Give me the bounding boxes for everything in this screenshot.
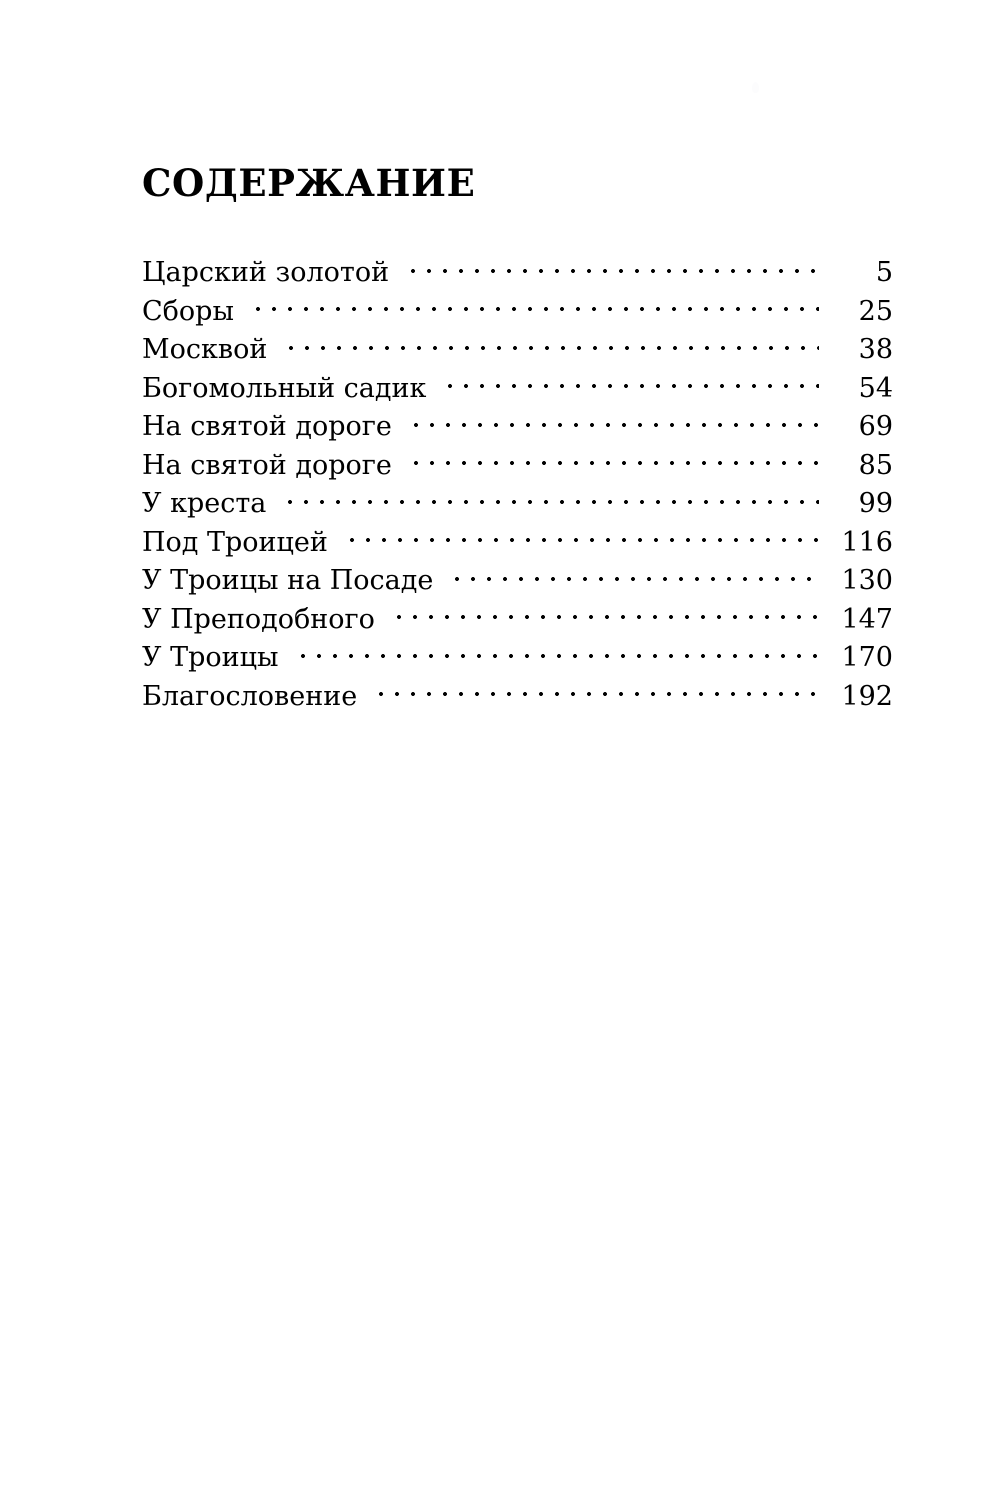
toc-entry-label: На святой дороге	[142, 411, 392, 442]
toc-dot-leader	[289, 331, 819, 358]
toc-entry-page-number: 38	[858, 334, 893, 365]
toc-entry[interactable]	[142, 254, 893, 293]
toc-entry-label: Москвой	[142, 334, 268, 365]
toc-entry-label: У Троицы на Посаде	[142, 565, 434, 596]
scan-artifact-speck	[752, 82, 759, 93]
toc-entry-label: У Преподобного	[142, 603, 375, 635]
toc-entry-label: Под Троицей	[142, 526, 328, 558]
toc-entry-page-number: 116	[841, 526, 893, 558]
toc-entry-page-number: 69	[858, 411, 893, 442]
toc-entry[interactable]	[142, 524, 893, 563]
toc-entry-page-number: 54	[858, 372, 893, 404]
toc-entry[interactable]	[142, 562, 893, 601]
toc-entry[interactable]	[142, 639, 893, 678]
toc-dot-leader	[397, 601, 819, 628]
toc-entry-label: Благословение	[142, 680, 358, 712]
toc-dot-leader	[379, 678, 819, 705]
toc-entry-page-number: 192	[841, 680, 893, 712]
toc-entry-page-number: 25	[858, 295, 893, 327]
toc-dot-leader	[256, 293, 819, 320]
toc-entry-label: У креста	[142, 488, 267, 519]
table-of-contents	[142, 160, 893, 716]
toc-entry-label: На святой дороге	[142, 449, 392, 481]
toc-entry-label: У Троицы	[142, 642, 279, 673]
toc-entry-page-number: 85	[858, 449, 893, 481]
toc-entry-page-number: 5	[875, 257, 893, 288]
toc-entry[interactable]	[142, 370, 893, 409]
toc-entry-page-number: 170	[841, 642, 893, 673]
toc-entry[interactable]	[142, 678, 893, 717]
toc-dot-leader	[414, 408, 819, 435]
toc-entry-page-number: 147	[841, 603, 893, 635]
page-title: СОДЕРЖАНИЕ	[142, 161, 476, 205]
toc-dot-leader	[301, 639, 820, 666]
toc-entry[interactable]	[142, 293, 893, 332]
toc-entry[interactable]	[142, 447, 893, 486]
toc-dot-leader	[288, 485, 819, 512]
toc-entry[interactable]	[142, 331, 893, 370]
toc-entry[interactable]	[142, 601, 893, 640]
toc-entry-page-number: 130	[841, 565, 893, 596]
toc-entry-page-number: 99	[858, 488, 893, 519]
toc-entry-label: Царский золотой	[142, 257, 390, 288]
toc-dot-leader	[455, 562, 819, 589]
toc-entry-label: Сборы	[142, 295, 234, 327]
toc-entry[interactable]	[142, 408, 893, 447]
toc-entry-label: Богомольный садик	[142, 372, 427, 404]
toc-dot-leader	[414, 447, 819, 474]
toc-dot-leader	[350, 524, 819, 551]
toc-dot-leader	[411, 254, 819, 281]
toc-dot-leader	[448, 370, 819, 397]
toc-entry[interactable]	[142, 485, 893, 524]
toc-entry-list	[142, 254, 893, 716]
